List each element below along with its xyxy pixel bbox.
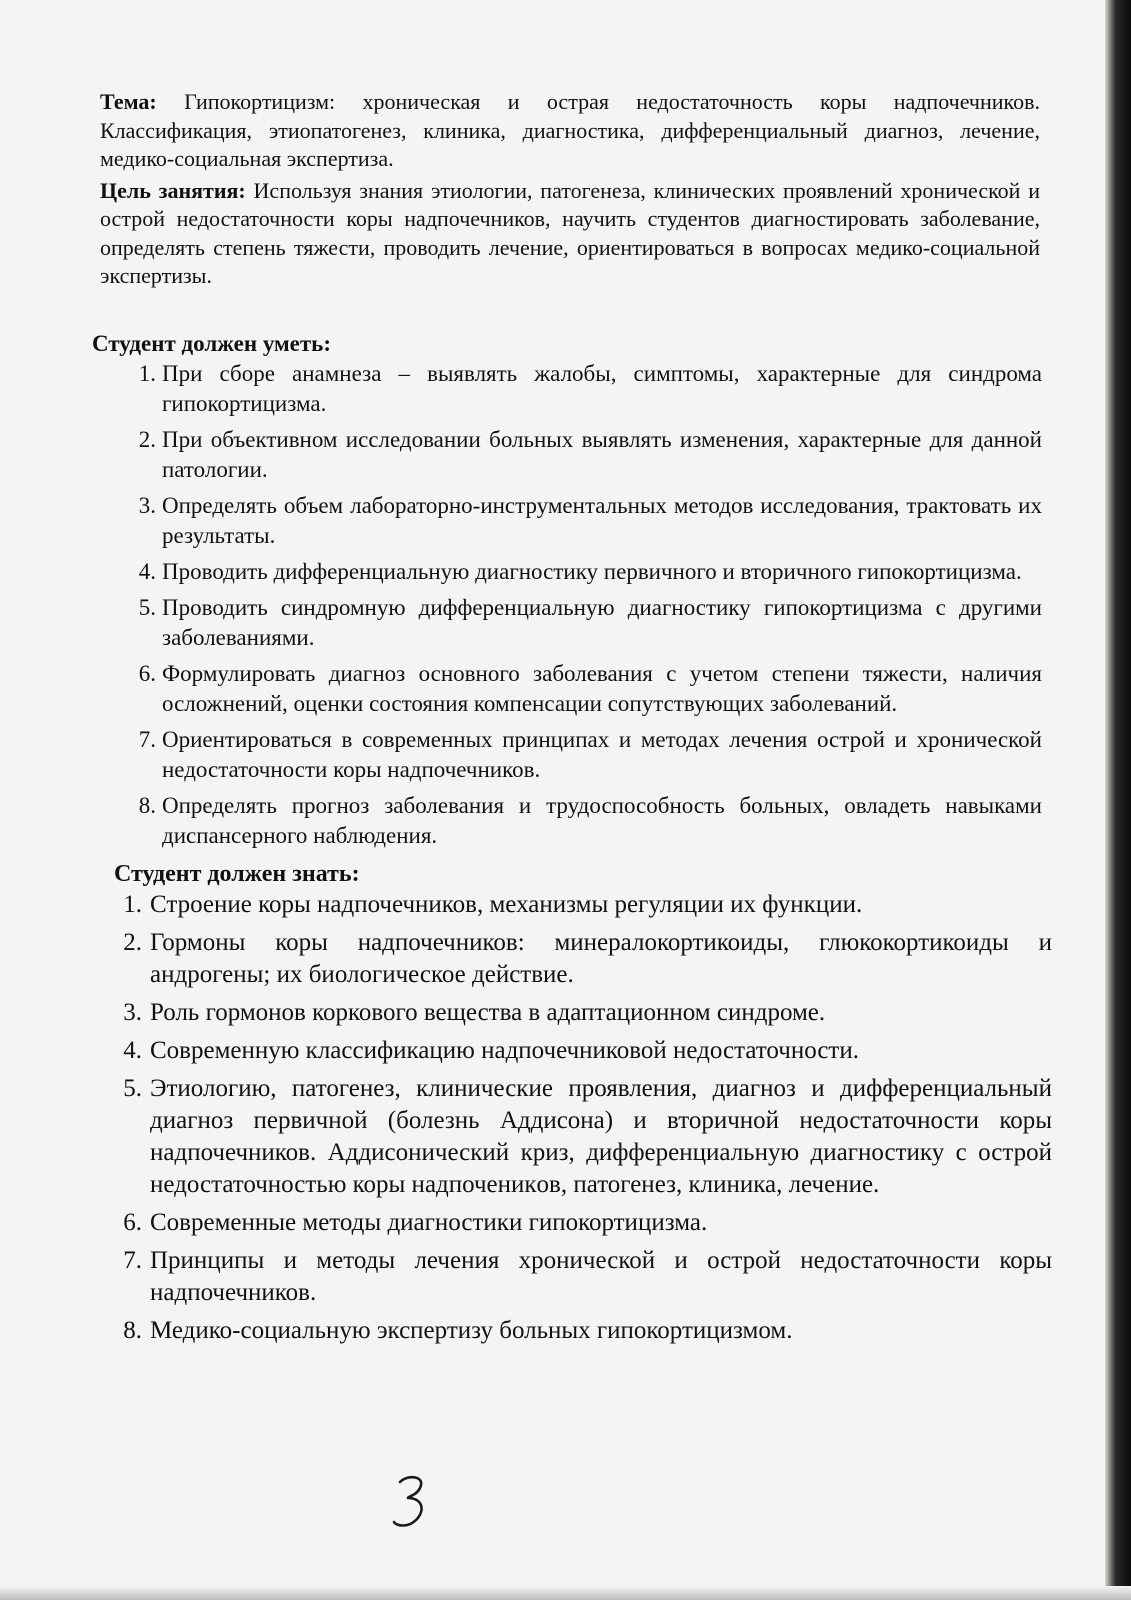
list-item-number: 3. [138,492,156,518]
goal-paragraph [100,177,1040,291]
knowledge-heading: Студент должен знать: [114,860,360,887]
list-item [100,1035,1052,1067]
list-item-number: 5. [138,594,156,620]
list-item-number: 2. [123,928,142,956]
list-item-text: Определять объем лабораторно-инструментальных методов исследования, трактовать их результаты. [162,492,1042,548]
list-item-number: 5. [123,1074,142,1102]
list-item [100,889,1052,921]
list-item [100,1245,1052,1309]
scan-bottom-edge [0,1586,1131,1600]
list-item-text: Гормоны коры надпочечников: минералокортикоиды, глюкокортикоиды и андрогены; их биологическое действие. [150,928,1052,988]
list-item-number: 1. [123,890,142,918]
skills-list [92,359,1052,851]
list-item-text: Ориентироваться в современных принципах и методах лечения острой и хронической недостаточности коры надпочечников. [162,726,1042,782]
list-item-number: 4. [123,1036,142,1064]
list-item-text: При сборе анамнеза – выявлять жалобы, симптомы, характерные для синдрома гипокортицизма. [162,360,1042,416]
topic-label: Тема: [100,89,157,114]
list-item-number: 2. [138,426,156,452]
list-item [116,791,1042,851]
list-item-number: 1. [138,360,156,386]
list-item-text: Роль гормонов коркового вещества в адаптационном синдроме. [150,998,826,1026]
list-item-text: Современные методы диагностики гипокортицизма. [150,1208,708,1236]
list-item [100,997,1052,1029]
list-item-text: Современную классификацию надпочечниковой недостаточности. [150,1036,859,1064]
list-item-text: Строение коры надпочечников, механизмы регуляции их функции. [150,890,863,918]
scan-right-edge [1105,0,1131,1600]
document-page [92,88,1052,1353]
list-item-text: Принципы и методы лечения хронической и острой недостаточности коры надпочечников. [150,1246,1052,1306]
topic-paragraph [100,88,1040,174]
list-item [100,927,1052,991]
list-item-text: При объективном исследовании больных выявлять изменения, характерные для данной патологии. [162,426,1042,482]
list-item [116,659,1042,719]
list-item-number: 7. [138,726,156,752]
list-item-text: Медико-социальную экспертизу больных гипокортицизмом. [150,1316,793,1344]
list-item-number: 3. [123,998,142,1026]
list-item-number: 6. [123,1208,142,1236]
list-item-number: 4. [138,558,156,584]
list-item [116,491,1042,551]
topic-text: Гипокортицизм: хроническая и острая недостаточность коры надпочечников. Классификация, этиопатогенез, клиника, диагностика, дифференциальный диагноз, лечение, медико-социальная экспертиза. [100,89,1040,171]
knowledge-list [92,889,1052,1347]
list-item-number: 8. [123,1316,142,1344]
list-item [100,1207,1052,1239]
list-item-text: Определять прогноз заболевания и трудоспособность больных, овладеть навыками диспансерного наблюдения. [162,792,1042,848]
goal-label: Цель занятия: [100,177,246,203]
list-item-number: 7. [123,1246,142,1274]
list-item-text: Проводить дифференциальную диагностику первичного и вторичного гипокортицизма. [162,558,1022,584]
goal-text: Используя знания этиологии, патогенеза, клинических проявлений хронической и острой недостаточности коры надпочечников, научить студентов диагностировать заболевание, определять степень тяжести, проводить лечение, ориентироваться в вопросах медико-социальной экспертизы. [100,177,1041,288]
list-item [116,359,1042,419]
list-item [116,725,1042,785]
list-item [116,425,1042,485]
list-item [116,593,1042,653]
handwritten-page-number [392,1472,432,1532]
intro-block [92,88,1052,291]
skills-heading: Студент должен уметь: [92,330,332,356]
list-item [100,1315,1052,1347]
list-item-number: 6. [138,660,156,686]
list-item [116,557,1042,587]
list-item [100,1073,1052,1201]
list-item-text: Этиологию, патогенез, клинические проявления, диагноз и дифференциальный диагноз первичной (болезнь Аддисона) и вторичной недостаточности коры надпочечников. Аддисонический криз, дифференциальную диагностику с острой недостаточностью коры надпоченикoв, патогенез, клиника, лечение. [150,1074,1052,1198]
list-item-text: Формулировать диагноз основного заболевания с учетом степени тяжести, наличия осложнений, оценки состояния компенсации сопутствующих заболеваний. [162,660,1042,716]
list-item-number: 8. [138,792,156,818]
list-item-text: Проводить синдромную дифференциальную диагностику гипокортицизма с другими заболеваниями. [162,594,1042,650]
handwritten-three-icon [392,1472,432,1532]
